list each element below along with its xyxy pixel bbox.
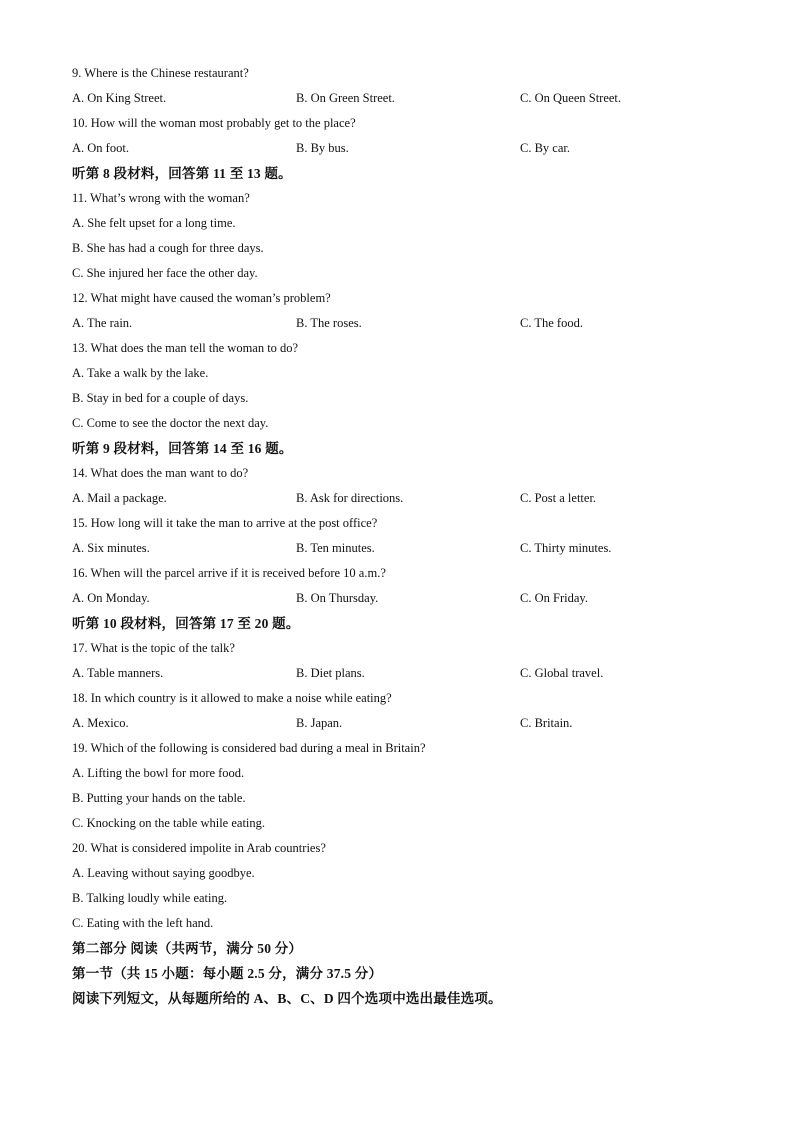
option-b-20: B. Talking loudly while eating. <box>72 891 228 905</box>
reading-instructions: 阅读下列短文，从每题所给的 A、B、C、D 四个选项中选出最佳选项。 <box>72 991 502 1006</box>
options-10 <box>72 136 732 161</box>
question-11: 11. What’s wrong with the woman? <box>72 191 250 205</box>
question-19: 19. Which of the following is considered bad during a meal in Britain? <box>72 741 426 755</box>
option-c: C. The food. <box>520 316 583 330</box>
option-b-13: B. Stay in bed for a couple of days. <box>72 391 249 405</box>
question-9: 9. Where is the Chinese restaurant? <box>72 66 249 80</box>
option-b: B. On Green Street. <box>296 91 395 105</box>
option-c: C. On Friday. <box>520 591 588 605</box>
question-10: 10. How will the woman most probably get to the place? <box>72 116 356 130</box>
options-17 <box>72 661 732 686</box>
question-17: 17. What is the topic of the talk? <box>72 641 235 655</box>
option-b-19: B. Putting your hands on the table. <box>72 791 246 805</box>
option-a-13: A. Take a walk by the lake. <box>72 366 209 380</box>
option-c-20: C. Eating with the left hand. <box>72 916 214 930</box>
section-one-heading: 第一节（共 15 小题：每小题 2.5 分，满分 37.5 分） <box>72 966 383 981</box>
option-c-19: C. Knocking on the table while eating. <box>72 816 266 830</box>
question-12: 12. What might have caused the woman’s problem? <box>72 291 331 305</box>
options-9 <box>72 86 732 111</box>
option-c: C. Thirty minutes. <box>520 541 612 555</box>
option-a: A. The rain. <box>72 316 133 330</box>
part-two-heading: 第二部分 阅读（共两节，满分 50 分） <box>72 941 303 956</box>
option-a-11: A. She felt upset for a long time. <box>72 216 236 230</box>
option-a: A. On King Street. <box>72 91 167 105</box>
option-b: B. On Thursday. <box>296 591 379 605</box>
option-b: B. By bus. <box>296 141 349 155</box>
option-b: B. The roses. <box>296 316 362 330</box>
option-a: A. Mexico. <box>72 716 129 730</box>
section-heading-10: 听第 10 段材料，回答第 17 至 20 题。 <box>72 616 300 631</box>
options-16 <box>72 586 732 611</box>
option-c-11: C. She injured her face the other day. <box>72 266 258 280</box>
question-15: 15. How long will it take the man to arrive at the post office? <box>72 516 378 530</box>
option-a: A. Mail a package. <box>72 491 167 505</box>
option-b: B. Japan. <box>296 716 343 730</box>
option-c-13: C. Come to see the doctor the next day. <box>72 416 269 430</box>
question-14: 14. What does the man want to do? <box>72 466 249 480</box>
option-c: C. Global travel. <box>520 666 604 680</box>
section-heading-9: 听第 9 段材料，回答第 14 至 16 题。 <box>72 441 293 456</box>
option-b: B. Ask for directions. <box>296 491 404 505</box>
question-20: 20. What is considered impolite in Arab countries? <box>72 841 326 855</box>
options-14 <box>72 486 732 511</box>
option-b-11: B. She has had a cough for three days. <box>72 241 264 255</box>
option-c: C. Post a letter. <box>520 491 597 505</box>
option-a: A. Six minutes. <box>72 541 150 555</box>
question-18: 18. In which country is it allowed to make a noise while eating? <box>72 691 392 705</box>
section-heading-8: 听第 8 段材料，回答第 11 至 13 题。 <box>72 166 292 181</box>
option-a-19: A. Lifting the bowl for more food. <box>72 766 245 780</box>
options-18 <box>72 711 732 736</box>
option-a-20: A. Leaving without saying goodbye. <box>72 866 255 880</box>
option-b: B. Ten minutes. <box>296 541 375 555</box>
question-13: 13. What does the man tell the woman to do? <box>72 341 299 355</box>
exam-page <box>72 61 732 1011</box>
option-c: C. On Queen Street. <box>520 91 622 105</box>
option-b: B. Diet plans. <box>296 666 365 680</box>
option-a: A. On foot. <box>72 141 129 155</box>
option-a: A. Table manners. <box>72 666 164 680</box>
question-16: 16. When will the parcel arrive if it is received before 10 a.m.? <box>72 566 386 580</box>
option-c: C. Britain. <box>520 716 573 730</box>
option-a: A. On Monday. <box>72 591 150 605</box>
option-c: C. By car. <box>520 141 570 155</box>
options-15 <box>72 536 732 561</box>
options-12 <box>72 311 732 336</box>
